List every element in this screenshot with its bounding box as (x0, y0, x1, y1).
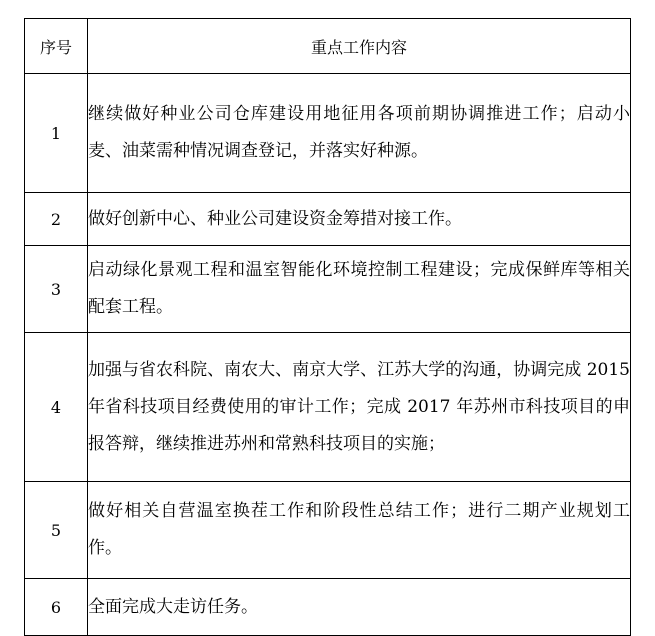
work-plan-table (24, 18, 631, 636)
row-number: 5 (25, 482, 88, 579)
row-number: 6 (25, 579, 88, 636)
header-content: 重点工作内容 (88, 19, 631, 74)
table-row (25, 74, 631, 193)
row-number: 3 (25, 246, 88, 333)
table-row (25, 333, 631, 482)
table-row (25, 246, 631, 333)
row-number: 1 (25, 74, 88, 193)
table-header-row (25, 19, 631, 74)
header-number: 序号 (25, 19, 88, 74)
table-row (25, 482, 631, 579)
table-row (25, 579, 631, 636)
row-content: 做好相关自营温室换茬工作和阶段性总结工作；进行二期产业规划工作。 (88, 482, 631, 579)
row-content: 加强与省农科院、南农大、南京大学、江苏大学的沟通，协调完成 2015 年省科技项目经费使用的审计工作；完成 2017 年苏州市科技项目的申报答辩，继续推进苏州和常熟科技项目的实施； (88, 333, 631, 482)
row-content: 继续做好种业公司仓库建设用地征用各项前期协调推进工作；启动小麦、油菜需种情况调查登记，并落实好种源。 (88, 74, 631, 193)
row-number: 4 (25, 333, 88, 482)
row-content: 启动绿化景观工程和温室智能化环境控制工程建设；完成保鲜库等相关配套工程。 (88, 246, 631, 333)
row-content: 做好创新中心、种业公司建设资金筹措对接工作。 (88, 193, 631, 246)
row-number: 2 (25, 193, 88, 246)
table-row (25, 193, 631, 246)
row-content: 全面完成大走访任务。 (88, 579, 631, 636)
